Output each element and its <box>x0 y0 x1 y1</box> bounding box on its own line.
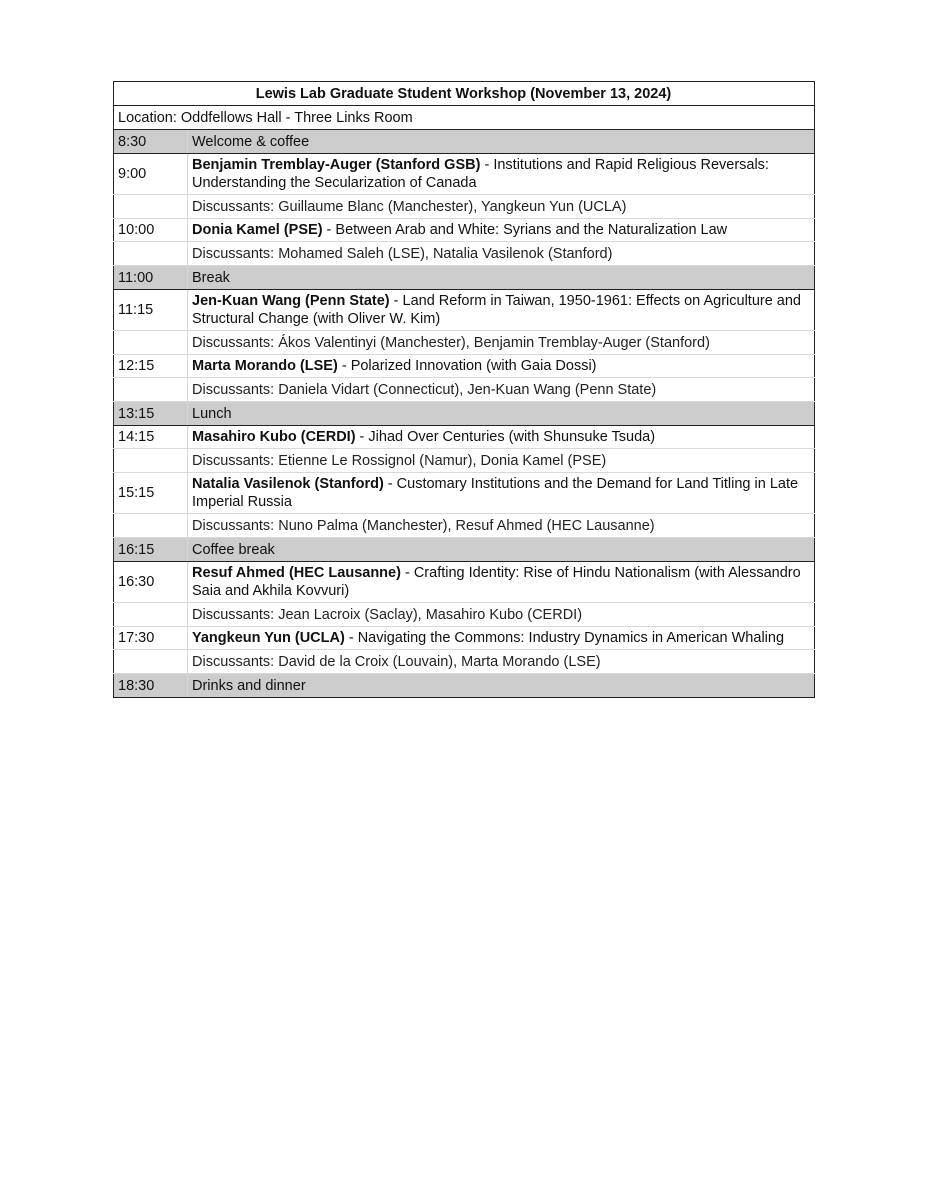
paper-title: - Jihad Over Centuries (with Shunsuke Tsuda) <box>355 429 656 445</box>
discussants-time-cell <box>114 195 188 219</box>
break-time: 8:30 <box>114 130 188 154</box>
paper-title: - Crafting Identity: Rise of Hindu Nationalism (with Alessandro Saia and Akhila Kovvuri) <box>192 565 801 599</box>
talk-time: 16:30 <box>114 562 188 603</box>
break-time: 18:30 <box>114 674 188 698</box>
talk-row <box>114 219 815 242</box>
talk-time: 10:00 <box>114 219 188 242</box>
presenter-name: Yangkeun Yun (UCLA) <box>192 630 345 646</box>
discussants-list: Discussants: Ákos Valentinyi (Manchester), Benjamin Tremblay-Auger (Stanford) <box>188 331 815 355</box>
talk-time: 11:15 <box>114 290 188 331</box>
talk-details <box>188 154 815 195</box>
talk-details <box>188 562 815 603</box>
workshop-title: Lewis Lab Graduate Student Workshop (November 13, 2024) <box>114 82 815 106</box>
discussants-list: Discussants: David de la Croix (Louvain), Marta Morando (LSE) <box>188 650 815 674</box>
discussants-row <box>114 242 815 266</box>
presenter-name: Jen-Kuan Wang (Penn State) <box>192 293 390 309</box>
discussants-row <box>114 514 815 538</box>
discussants-row <box>114 195 815 219</box>
discussants-row <box>114 449 815 473</box>
break-time: 13:15 <box>114 402 188 426</box>
talk-row <box>114 562 815 603</box>
discussants-time-cell <box>114 514 188 538</box>
paper-title: - Between Arab and White: Syrians and the Naturalization Law <box>322 222 728 238</box>
discussants-row <box>114 378 815 402</box>
talk-time: 17:30 <box>114 627 188 650</box>
talk-details <box>188 290 815 331</box>
talk-details <box>188 219 815 242</box>
talk-details <box>188 355 815 378</box>
paper-title: - Navigating the Commons: Industry Dynamics in American Whaling <box>344 630 785 646</box>
talk-time: 15:15 <box>114 473 188 514</box>
talk-row <box>114 426 815 449</box>
discussants-list: Discussants: Jean Lacroix (Saclay), Masahiro Kubo (CERDI) <box>188 603 815 627</box>
discussants-time-cell <box>114 449 188 473</box>
talk-details <box>188 473 815 514</box>
talk-details <box>188 627 815 650</box>
talk-time: 12:15 <box>114 355 188 378</box>
talk-row <box>114 355 815 378</box>
discussants-list: Discussants: Mohamed Saleh (LSE), Natalia Vasilenok (Stanford) <box>188 242 815 266</box>
talk-details <box>188 426 815 449</box>
paper-title: - Customary Institutions and the Demand for Land Titling in Late Imperial Russia <box>192 476 799 510</box>
talk-row <box>114 154 815 195</box>
discussants-time-cell <box>114 331 188 355</box>
talk-row <box>114 627 815 650</box>
discussants-row <box>114 603 815 627</box>
talk-row <box>114 473 815 514</box>
break-row <box>114 402 815 426</box>
paper-title: - Land Reform in Taiwan, 1950-1961: Effects on Agriculture and Structural Change (with Oliver W. Kim) <box>192 293 801 327</box>
discussants-row <box>114 650 815 674</box>
location-row <box>114 106 815 130</box>
talk-time: 14:15 <box>114 426 188 449</box>
break-label: Lunch <box>188 402 815 426</box>
break-label: Welcome & coffee <box>188 130 815 154</box>
workshop-schedule-table <box>113 81 815 698</box>
paper-title: - Institutions and Rapid Religious Reversals: Understanding the Secularization of Canada <box>192 157 769 191</box>
presenter-name: Donia Kamel (PSE) <box>192 222 323 238</box>
discussants-row <box>114 331 815 355</box>
discussants-time-cell <box>114 650 188 674</box>
presenter-name: Resuf Ahmed (HEC Lausanne) <box>192 565 401 581</box>
workshop-location: Location: Oddfellows Hall - Three Links Room <box>114 106 815 130</box>
discussants-list: Discussants: Nuno Palma (Manchester), Resuf Ahmed (HEC Lausanne) <box>188 514 815 538</box>
presenter-name: Natalia Vasilenok (Stanford) <box>192 476 384 492</box>
break-label: Drinks and dinner <box>188 674 815 698</box>
break-row <box>114 538 815 562</box>
presenter-name: Benjamin Tremblay-Auger (Stanford GSB) <box>192 157 481 173</box>
talk-time: 9:00 <box>114 154 188 195</box>
title-row <box>114 82 815 106</box>
discussants-list: Discussants: Daniela Vidart (Connecticut), Jen-Kuan Wang (Penn State) <box>188 378 815 402</box>
break-label: Break <box>188 266 815 290</box>
break-time: 16:15 <box>114 538 188 562</box>
break-row <box>114 674 815 698</box>
discussants-time-cell <box>114 603 188 627</box>
discussants-time-cell <box>114 378 188 402</box>
discussants-list: Discussants: Guillaume Blanc (Manchester), Yangkeun Yun (UCLA) <box>188 195 815 219</box>
break-time: 11:00 <box>114 266 188 290</box>
discussants-list: Discussants: Etienne Le Rossignol (Namur), Donia Kamel (PSE) <box>188 449 815 473</box>
presenter-name: Masahiro Kubo (CERDI) <box>192 429 356 445</box>
presenter-name: Marta Morando (LSE) <box>192 358 338 374</box>
paper-title: - Polarized Innovation (with Gaia Dossi) <box>337 358 597 374</box>
break-label: Coffee break <box>188 538 815 562</box>
discussants-time-cell <box>114 242 188 266</box>
break-row <box>114 130 815 154</box>
break-row <box>114 266 815 290</box>
talk-row <box>114 290 815 331</box>
